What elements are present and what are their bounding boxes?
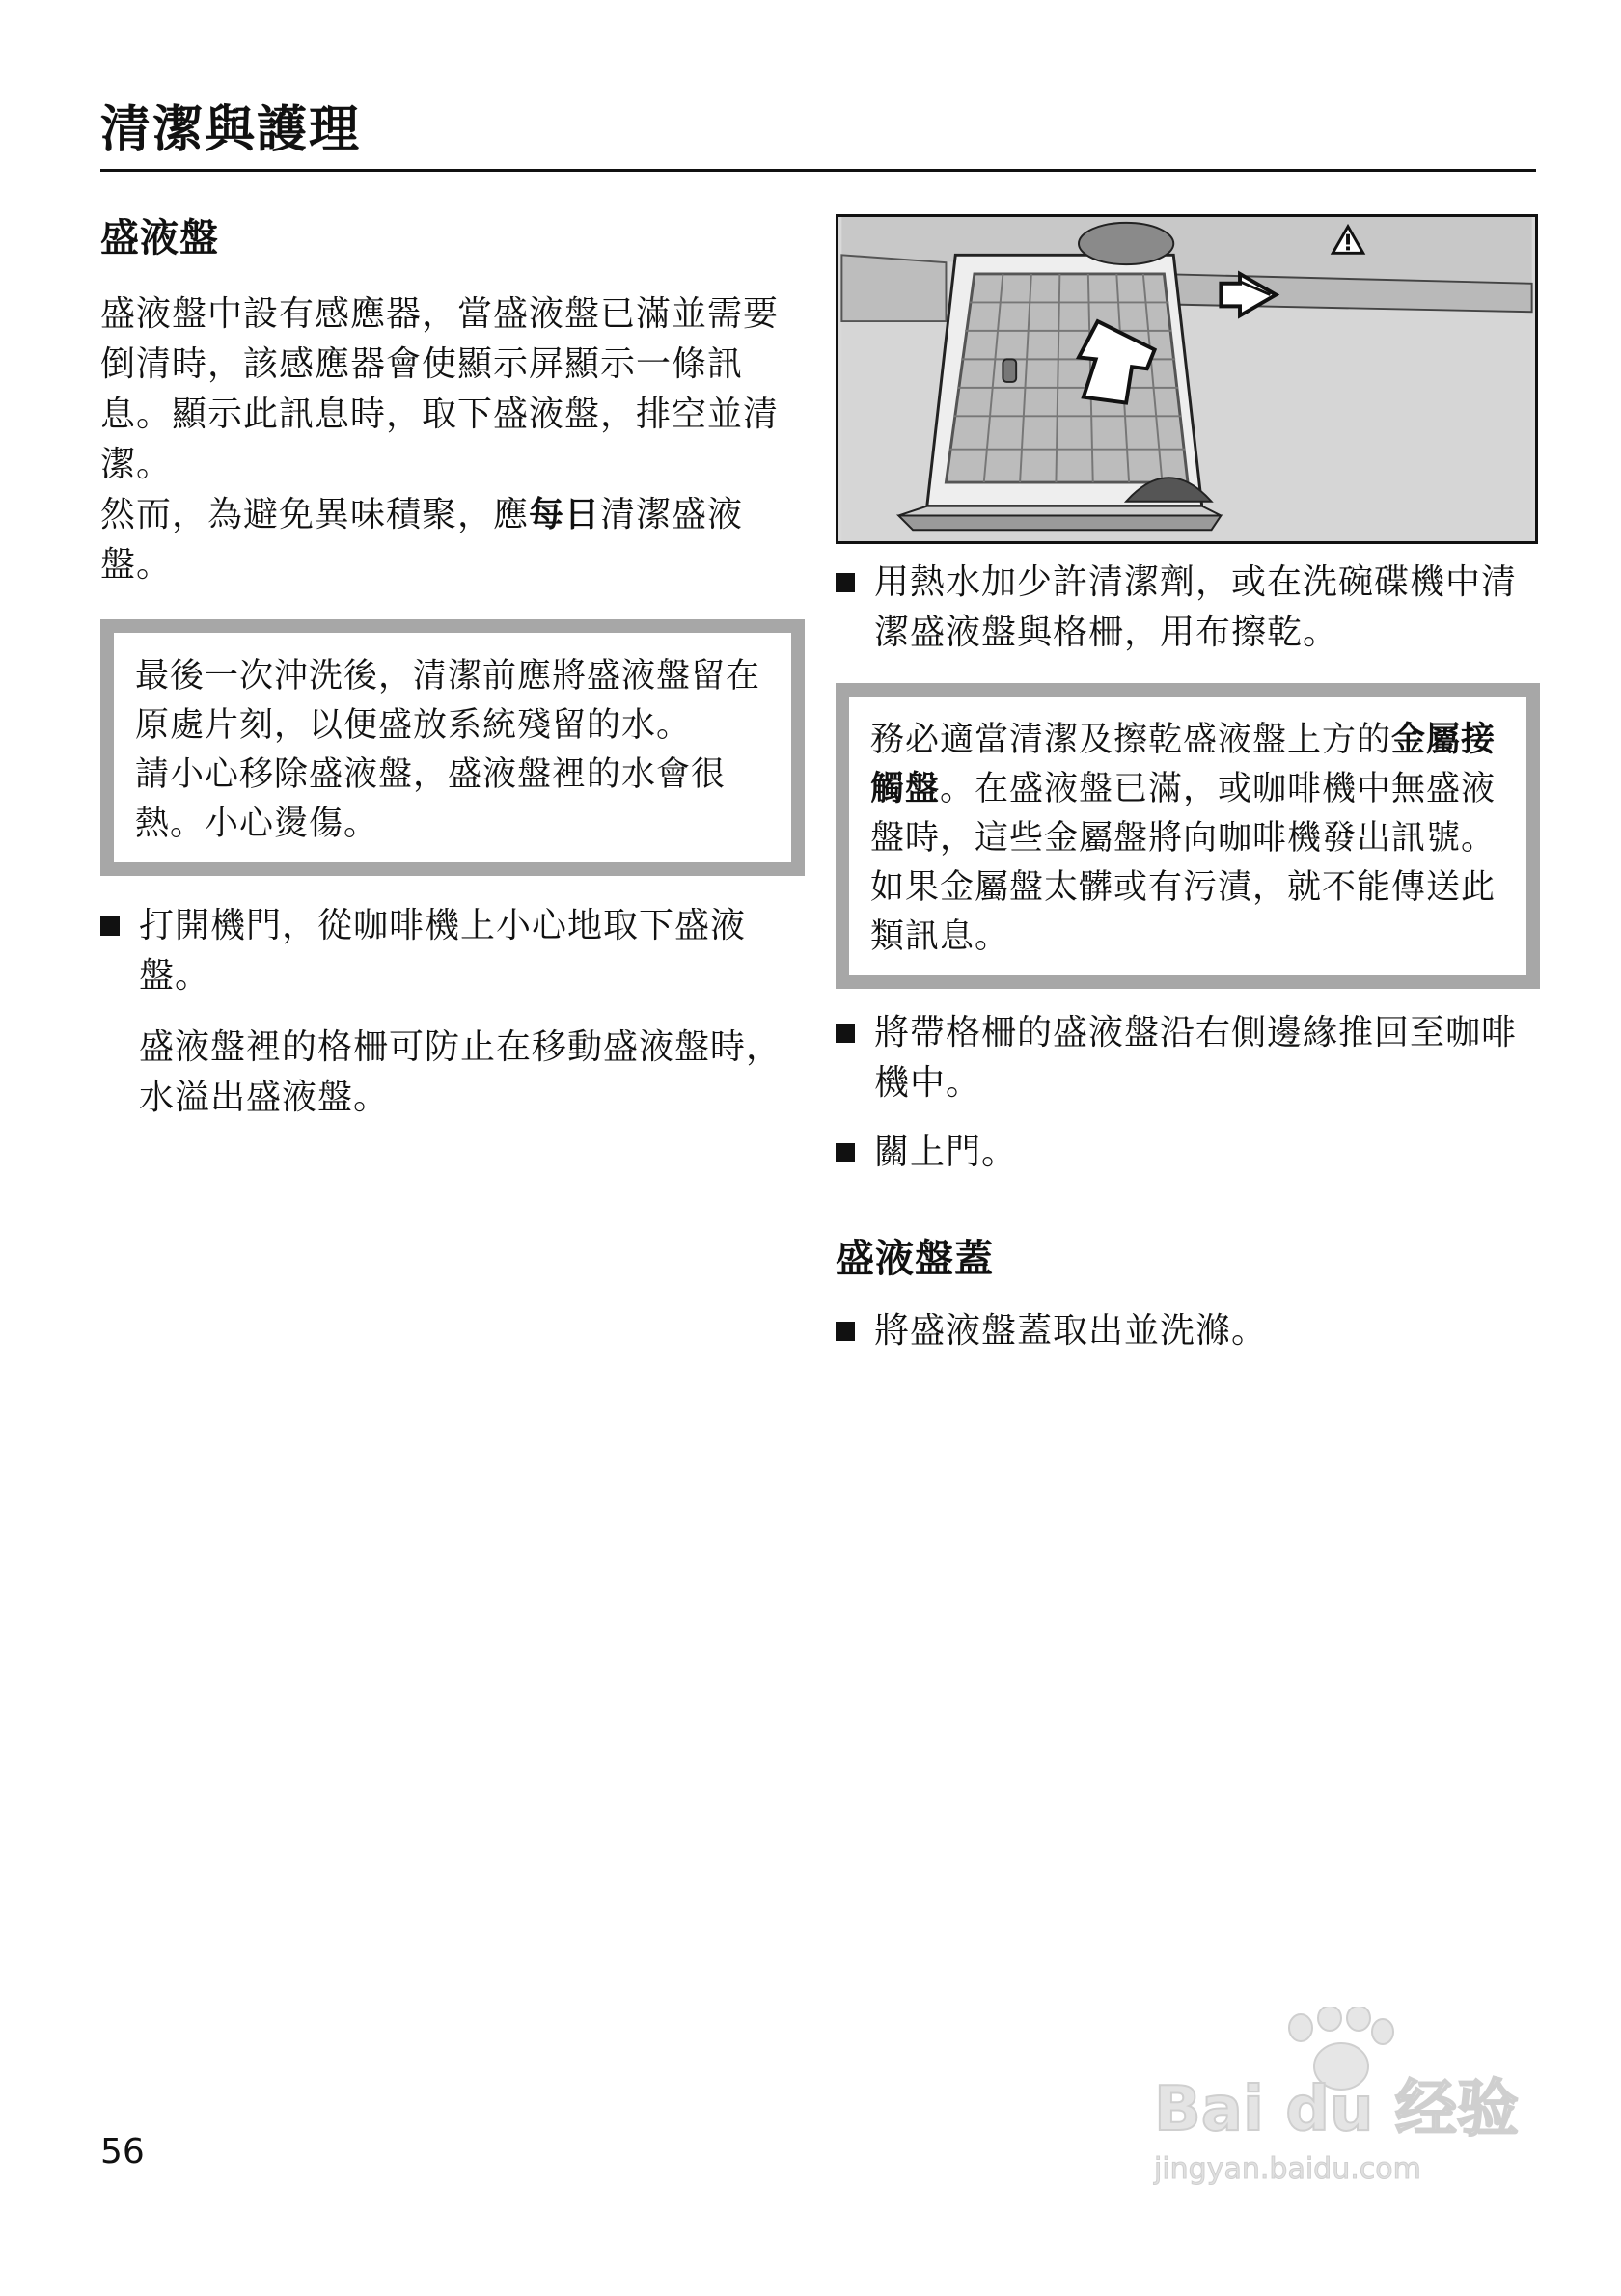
note-text: 務必適當清潔及擦乾盛液盤上方的金屬接觸盤。在盛液盤已滿，或咖啡機中無盛液盤時，這些金屬盤將向咖啡機發出訊號。如果金屬盤太髒或有污漬，就不能傳送此類訊息。 <box>870 721 1497 956</box>
baidu-watermark <box>1146 2007 1552 2190</box>
instruction-bullet <box>836 1306 1540 1356</box>
bullet-square-icon <box>836 573 855 592</box>
intro-paragraph-1: 盛液盤中設有感應器，當盛液盤已滿並需要倒清時，該感應器會使顯示屏顯示一條訊息。顯示此訊息時，取下盛液盤，排空並清潔。 <box>100 294 780 484</box>
instruction-bullet <box>100 901 805 1001</box>
bullet-square-icon <box>836 1024 855 1043</box>
watermark-url: jingyan.baidu.com <box>1154 2152 1421 2186</box>
bullet-text: 用熱水加少許清潔劑，或在洗碗碟機中清潔盛液盤與格柵，用布擦乾。 <box>874 562 1518 652</box>
bullet-square-icon <box>836 1143 855 1162</box>
note-text-2: 請小心移除盛液盤，盛液盤裡的水會很熱。小心燙傷。 <box>135 755 727 843</box>
left-column <box>100 207 805 1123</box>
metal-contact-plate-emphasis: 金屬接觸盤 <box>870 721 1497 808</box>
bullet-text: 將盛液盤蓋取出並洗滌。 <box>874 1311 1268 1351</box>
section-title-drip-tray: 盛液盤 <box>100 216 219 260</box>
page-title: 清潔與護理 <box>100 101 362 159</box>
bullet-square-icon <box>836 1322 855 1341</box>
watermark-brand: Bai du 经验 <box>1154 2074 1519 2146</box>
right-column <box>836 214 1540 1356</box>
grid-note: 盛液盤裡的格柵可防止在移動盛液盤時，水溢出盛液盤。 <box>139 1027 783 1117</box>
note-text-1: 最後一次沖洗後，清潔前應將盛液盤留在原處片刻，以便盛放系統殘留的水。 <box>135 657 761 745</box>
bullet-text: 關上門。 <box>874 1133 1018 1172</box>
warning-note-box <box>100 619 805 876</box>
instruction-bullet <box>836 558 1540 658</box>
title-divider <box>100 169 1536 172</box>
instruction-bullet <box>836 1008 1540 1108</box>
intro-paragraph-2: 然而，為避免異味積聚，應每日清潔盛液盤。 <box>100 495 744 585</box>
page-number: 56 <box>100 2132 145 2172</box>
drip-tray-illustration <box>836 214 1538 544</box>
section-title-drip-tray-cover: 盛液盤蓋 <box>836 1237 994 1281</box>
daily-emphasis: 每日 <box>529 495 601 534</box>
instruction-bullet <box>836 1128 1540 1178</box>
bullet-text: 將帶格柵的盛液盤沿右側邊緣推回至咖啡機中。 <box>874 1013 1518 1103</box>
bullet-text: 打開機門，從咖啡機上小心地取下盛液盤。 <box>139 906 747 996</box>
bullet-square-icon <box>100 916 120 936</box>
contact-plate-note-box <box>836 683 1540 989</box>
